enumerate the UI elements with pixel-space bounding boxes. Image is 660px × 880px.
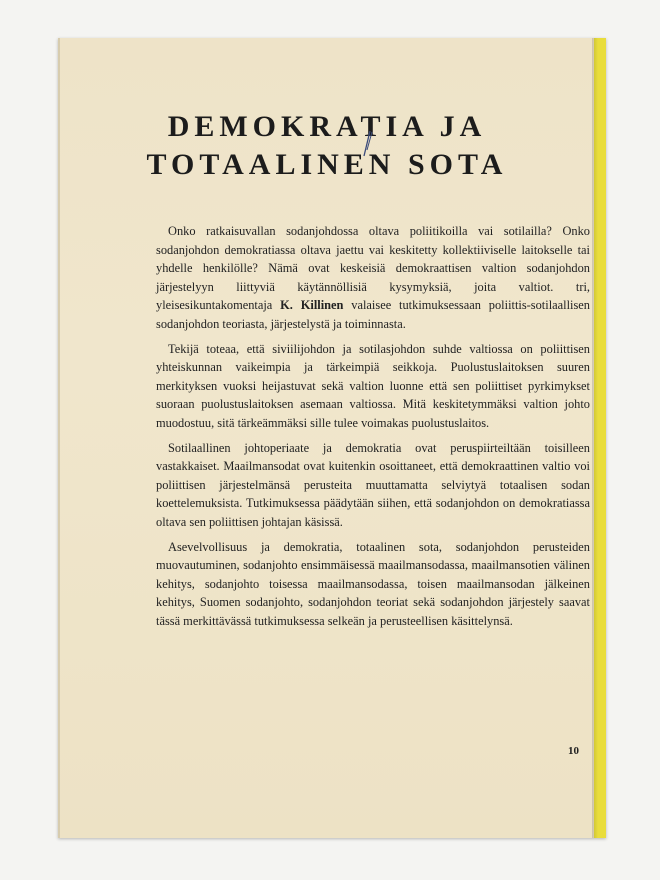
- paragraph-1-end: valaisee tutkimuksessaan poliittis-sotilaallisen sodanjohdon teoriasta, järjestelystä ja toiminnasta.: [156, 298, 590, 331]
- paragraph-2: Tekijä toteaa, että siviilijohdon ja sotilasjohdon suhde valtiossa on poliittisen yhteiskunnan vaikeimpia ja tärkeimpiä seikkoja. Puolustuslaitoksen suuren merkityksen vuoksi heijastuvat sekä valtion luonne että sen poliittiset pyrkimykset suoraan puolustuslaitoksen asemaan valtiossa. Mitä keskitetymmäksi valtion johto muodostuu, sitä tärkeämmäksi sille tulee voimakas puolustuslaitos.: [156, 341, 590, 430]
- title-line-1: DEMOKRATIA JA: [167, 110, 487, 143]
- paragraph-3: Sotilaallinen johtoperiaate ja demokratia ovat peruspiirteiltään toisilleen vastakkaiset. Maailmansodat ovat kuitenkin osoittaneet, että demokraattinen valtio voi poliittisen järjestelmänsä perusteita muuttamatta selviytyä totaalisen sodan koettelemuksista. Tutkimuksessa päädytään siihen, että sodanjohdon on demokratiassa oltava sen poliittisen johtajan käsissä.: [156, 440, 590, 529]
- book-back-cover: [58, 38, 594, 838]
- pen-mark-icon: [360, 130, 374, 160]
- title-line-2: TOTAALINEN SOTA: [146, 148, 508, 181]
- paragraph-1: [156, 222, 590, 334]
- paragraph-1-start: Onko ratkaisuvallan sodanjohdossa oltava poliitikoilla vai sotilailla? Onko sodanjohdon demokratiassa oltava jaettu vai keskitetty kollektiiviselle laitokselle tai yhdelle henkilölle? Nämä ovat keskeisiä demokraattisen valtion sodanjohdon järjestelyyn liittyviä käytännöllisiä kysymyksiä, joita valtiot. tri, yleisesikuntakomentaja: [156, 224, 590, 313]
- page-number: 10: [568, 745, 579, 757]
- paragraph-4: Asevelvollisuus ja demokratia, totaalinen sota, sodanjohdon perusteiden muovautuminen, sodanjohto ensimmäisessä maailmansodassa, maailmansotien välinen kehitys, sodanjohto toisessa maailmansodassa, toisen maailmansodan jälkeinen kehitys, Suomen sodanjohto, sodanjohdon teoriat sekä sodanjohdon järjestely saavat tässä merkittävässä tutkimuksessa selkeän ja perusteellisen käsittelynsä.: [156, 539, 590, 628]
- book: [58, 38, 606, 838]
- blurb-text: [156, 222, 590, 636]
- author-name: K. Killinen: [280, 298, 344, 313]
